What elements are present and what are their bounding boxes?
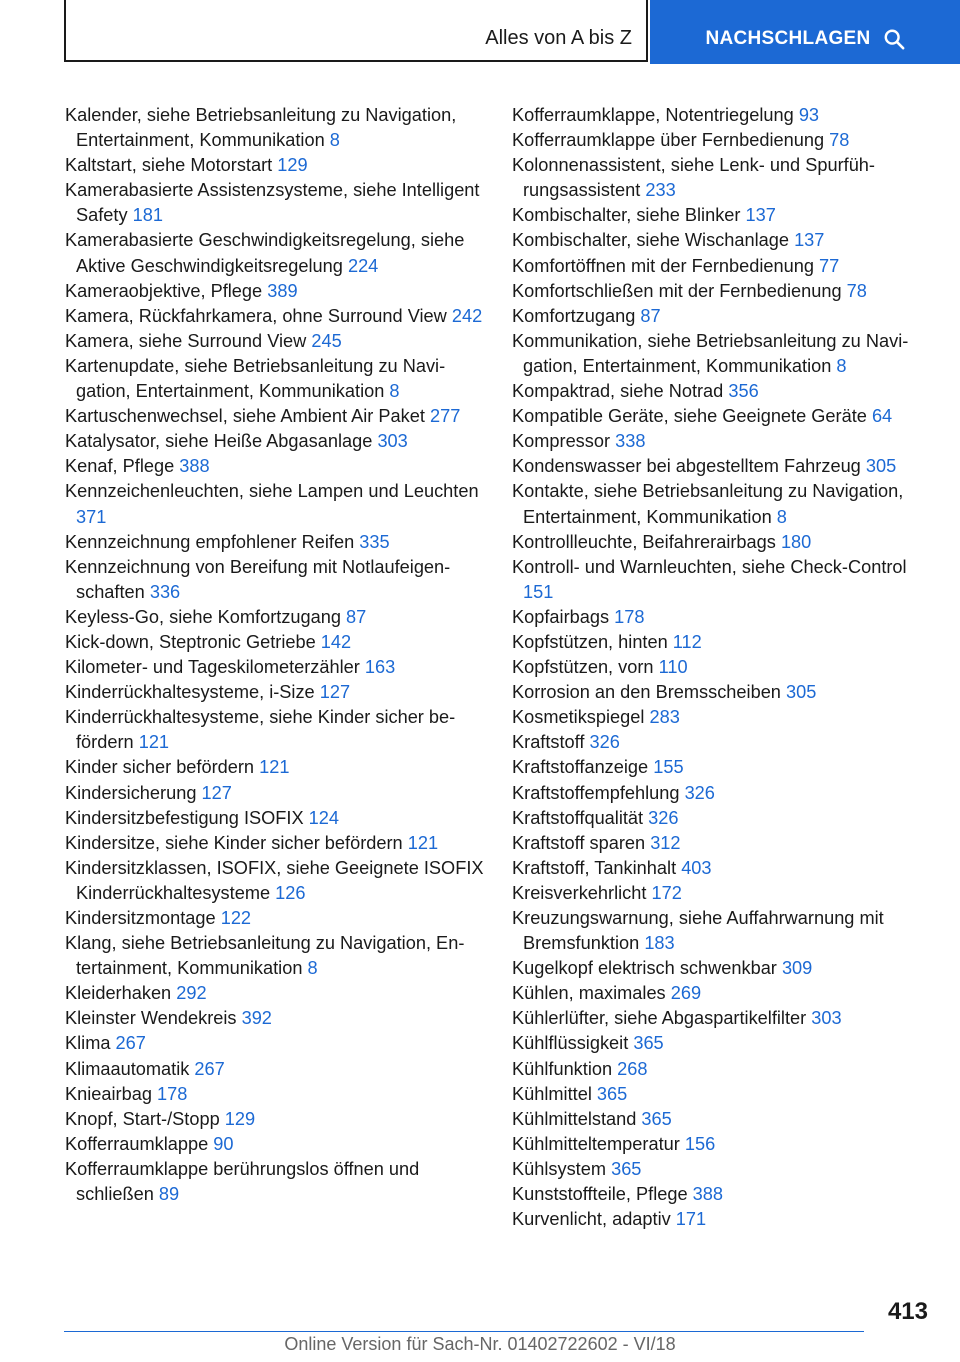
index-entry bbox=[65, 1082, 485, 1107]
index-entry bbox=[65, 153, 485, 178]
search-icon bbox=[883, 28, 905, 50]
index-entry-text: Kennzeichenleuchten, siehe Lampen und Leuchten bbox=[65, 481, 479, 502]
index-entry-page-link[interactable]: 110 bbox=[658, 657, 688, 678]
index-entry bbox=[65, 530, 485, 555]
index-entry-page-link[interactable]: 64 bbox=[871, 406, 893, 427]
index-entry bbox=[65, 1157, 485, 1207]
index-entry-text: Kreisverkehrlicht bbox=[512, 882, 647, 903]
index-entry-page-link[interactable]: 89 bbox=[158, 1184, 180, 1205]
index-entry-page-link[interactable]: 335 bbox=[359, 531, 390, 552]
index-entry-text: Knieairbag bbox=[65, 1083, 152, 1104]
index-entry-page-link[interactable]: 87 bbox=[640, 305, 661, 326]
index-entry bbox=[65, 781, 485, 806]
index-entry-page-link[interactable]: 156 bbox=[684, 1133, 716, 1154]
index-entry-page-link[interactable]: 78 bbox=[846, 280, 867, 301]
index-entry-page-link[interactable]: 183 bbox=[644, 933, 675, 954]
index-entry-page-link[interactable]: 365 bbox=[641, 1108, 672, 1129]
index-entry-page-link[interactable]: 78 bbox=[829, 130, 850, 151]
index-entry bbox=[65, 831, 485, 856]
index-entry bbox=[65, 1057, 485, 1082]
index-entry-page-link[interactable]: 245 bbox=[311, 330, 342, 351]
index-entry-page-link[interactable]: 8 bbox=[329, 130, 340, 151]
index-entry-page-link[interactable]: 392 bbox=[241, 1008, 272, 1029]
index-entry-text: Klang, siehe Betriebsanleitung zu Navigation, Entertainment, Kommunikation bbox=[65, 933, 465, 979]
index-entry bbox=[512, 705, 932, 730]
index-entry bbox=[65, 404, 485, 429]
index-entry bbox=[65, 856, 485, 906]
section-tab[interactable] bbox=[64, 0, 648, 62]
lookup-tab-label: NACHSCHLAGEN bbox=[705, 28, 871, 49]
index-entry-page-link[interactable]: 87 bbox=[346, 606, 367, 627]
index-entry-text: Kontrollleuchte, Beifahrerairbags bbox=[512, 531, 776, 552]
index-entry-text: Kompressor bbox=[512, 431, 611, 452]
index-entry bbox=[65, 605, 485, 630]
index-entry-page-link[interactable]: 129 bbox=[277, 155, 308, 176]
index-entry bbox=[512, 530, 932, 555]
index-entry-page-link[interactable]: 267 bbox=[115, 1033, 146, 1054]
index-entry bbox=[512, 279, 932, 304]
index-entry-text: Kofferraumklappe bbox=[65, 1133, 209, 1154]
index-entry bbox=[512, 203, 932, 228]
index-entry bbox=[65, 103, 485, 153]
index-entry bbox=[65, 479, 485, 529]
index-entry-page-link[interactable]: 126 bbox=[275, 882, 306, 903]
index-entry bbox=[512, 404, 932, 429]
index-entry-text: Kofferraumklappe, Notentriegelung bbox=[512, 105, 794, 125]
index-entry bbox=[65, 1031, 485, 1056]
index-entry-page-link[interactable]: 8 bbox=[389, 381, 400, 402]
index-entry bbox=[65, 354, 485, 404]
index-entry-text: Kindersitzklassen, ISOFIX, siehe Geeignete ISOFIX Kinderrückhaltesysteme bbox=[65, 857, 484, 903]
index-entry bbox=[65, 279, 485, 304]
index-entry bbox=[512, 981, 932, 1006]
index-entry-text: Kühlflüssigkeit bbox=[512, 1033, 629, 1054]
index-entry-page-link[interactable]: 171 bbox=[675, 1209, 707, 1230]
index-entry-page-link[interactable]: 8 bbox=[836, 355, 847, 376]
index-entry bbox=[512, 379, 932, 404]
index-entry bbox=[512, 228, 932, 253]
index-entry bbox=[512, 605, 932, 630]
index-entry-text: Kompaktrad, siehe Notrad bbox=[512, 381, 724, 402]
index-entry-page-link[interactable]: 388 bbox=[692, 1184, 724, 1205]
index-entry-page-link[interactable]: 269 bbox=[670, 983, 702, 1004]
index-entry-text: Kamera, siehe Surround View bbox=[65, 330, 307, 351]
index-entry bbox=[65, 630, 485, 655]
index-entry-text: Kennzeichnung von Bereifung mit Notlaufeigenschaften bbox=[65, 556, 451, 602]
index-entry-text: Kennzeichnung empfohlener Reifen bbox=[65, 531, 355, 552]
index-entry-page-link[interactable]: 121 bbox=[138, 732, 170, 753]
index-entry bbox=[512, 630, 932, 655]
index-entry bbox=[512, 755, 932, 780]
index-entry-page-link[interactable]: 356 bbox=[728, 381, 759, 402]
index-entry-page-link[interactable]: 8 bbox=[307, 958, 318, 979]
index-entry bbox=[512, 881, 932, 906]
index-entry-page-link[interactable]: 242 bbox=[451, 305, 483, 326]
index-entry-page-link[interactable]: 371 bbox=[76, 506, 107, 527]
index-entry bbox=[65, 178, 485, 228]
index-entry-text: Kühlsystem bbox=[512, 1158, 607, 1179]
index-entry bbox=[512, 655, 932, 680]
index-entry-page-link[interactable]: 338 bbox=[615, 431, 646, 452]
page-header bbox=[64, 0, 960, 64]
index-entry-page-link[interactable]: 178 bbox=[157, 1083, 188, 1104]
index-entry-page-link[interactable]: 283 bbox=[649, 707, 680, 728]
index-entry bbox=[512, 1057, 932, 1082]
index-entry-text: Kraftstoff bbox=[512, 732, 585, 753]
index-entry-page-link[interactable]: 172 bbox=[651, 882, 682, 903]
index-entry bbox=[512, 153, 932, 203]
index-entry-page-link[interactable]: 121 bbox=[407, 832, 439, 853]
index-entry-text: Kugelkopf elektrisch schwenkbar bbox=[512, 958, 777, 979]
index-entry-page-link[interactable]: 178 bbox=[614, 606, 645, 627]
index-entry-text: Kartenupdate, siehe Betriebsanleitung zu Navigation, Entertainment, Kommunikation bbox=[65, 355, 446, 402]
index-entry-page-link[interactable]: 292 bbox=[176, 983, 207, 1004]
index-entry-text: Klima bbox=[65, 1033, 111, 1054]
index-entry-text: Kühlen, maximales bbox=[512, 983, 666, 1004]
index-entry-text: Klimaautomatik bbox=[65, 1058, 190, 1079]
index-entry-text: Kombischalter, siehe Wischanlage bbox=[512, 230, 789, 251]
index-entry-text: Kopfairbags bbox=[512, 606, 610, 627]
index-entry-text: Kraftstoffqualität bbox=[512, 807, 644, 828]
index-entry bbox=[512, 680, 932, 705]
index-entry-text: Kleinster Wendekreis bbox=[65, 1008, 237, 1029]
index-entry-text: Kurvenlicht, adaptiv bbox=[512, 1209, 671, 1230]
index-entry bbox=[512, 1006, 932, 1031]
index-entry-page-link[interactable]: 112 bbox=[672, 631, 702, 652]
index-entry-page-link[interactable]: 224 bbox=[347, 255, 379, 276]
index-entry-page-link[interactable]: 326 bbox=[648, 807, 679, 828]
index-entry-page-link[interactable]: 163 bbox=[364, 657, 396, 678]
index-entry-text: Kraftstoffempfehlung bbox=[512, 782, 680, 803]
page-number: 413 bbox=[887, 1298, 928, 1325]
index-entry bbox=[512, 806, 932, 831]
index-entry-text: Kühlmittelstand bbox=[512, 1108, 637, 1129]
index-entry-text: Komfortzugang bbox=[512, 305, 636, 326]
index-entry-page-link[interactable]: 388 bbox=[179, 456, 210, 477]
index-entry-page-link[interactable]: 326 bbox=[589, 732, 620, 753]
index-entry-text: Kolonnenassistent, siehe Lenk- und Spurführungsassistent bbox=[512, 155, 875, 201]
index-entry bbox=[65, 454, 485, 479]
index-entry bbox=[512, 479, 932, 529]
index-entry-text: Kinder sicher befördern bbox=[65, 757, 255, 778]
index-entry bbox=[512, 103, 932, 128]
index-entry-text: Kindersicherung bbox=[65, 782, 197, 803]
index-entry-text: Kinderrückhaltesysteme, i-Size bbox=[65, 682, 315, 703]
footer-online-version: Online Version für Sach-Nr. 01402722602 - VI/18 bbox=[284, 1334, 676, 1354]
index-entry-page-link[interactable]: 137 bbox=[794, 230, 825, 251]
index-entry-text: Kleiderhaken bbox=[65, 983, 172, 1004]
index-entry bbox=[65, 680, 485, 705]
index-entry bbox=[512, 1182, 932, 1207]
index-entry bbox=[512, 1157, 932, 1182]
index-entry bbox=[512, 1082, 932, 1107]
index-entry-page-link[interactable]: 326 bbox=[684, 782, 715, 803]
index-entry-page-link[interactable]: 277 bbox=[429, 406, 461, 427]
index-entry-text: Kalender, siehe Betriebsanleitung zu Navigation, Entertainment, Kommunikation bbox=[65, 105, 457, 151]
index-entry-text: Kompatible Geräte, siehe Geeignete Geräte bbox=[512, 406, 867, 427]
index-entry bbox=[512, 956, 932, 981]
index-entry-text: Kontroll- und Warnleuchten, siehe Check-Control bbox=[512, 556, 907, 577]
index-entry-page-link[interactable]: 303 bbox=[377, 431, 408, 452]
index-entry-text: Keyless-Go, siehe Komfortzugang bbox=[65, 606, 341, 627]
index-entry-text: Kilometer- und Tageskilometerzähler bbox=[65, 657, 360, 678]
index-entry bbox=[65, 931, 485, 981]
index-entry bbox=[512, 454, 932, 479]
index-entry bbox=[512, 906, 932, 956]
index-entry-text: Katalysator, siehe Heiße Abgasanlage bbox=[65, 431, 373, 452]
index-entry bbox=[65, 906, 485, 931]
index-entry bbox=[512, 1132, 932, 1157]
index-entry bbox=[65, 1107, 485, 1132]
index-entry-page-link[interactable]: 365 bbox=[611, 1158, 642, 1179]
index-entry bbox=[65, 981, 485, 1006]
index-entry-text: Kühlerlüfter, siehe Abgaspartikelfilter bbox=[512, 1008, 807, 1029]
index-entry bbox=[512, 329, 932, 379]
index-entry-text: Kartuschenwechsel, siehe Ambient Air Paket bbox=[65, 406, 425, 427]
index-entry bbox=[512, 730, 932, 755]
index-entry-page-link[interactable]: 93 bbox=[798, 105, 820, 125]
index-entry bbox=[512, 831, 932, 856]
index-entry-page-link[interactable]: 181 bbox=[132, 205, 163, 226]
index-entry bbox=[512, 1107, 932, 1132]
index-entry-text: Kofferraumklappe berührungslos öffnen und schließen bbox=[65, 1158, 420, 1205]
index-entry-text: Kraftstoffanzeige bbox=[512, 757, 649, 778]
index-entry bbox=[65, 555, 485, 605]
index-entry-text: Komfortöffnen mit der Fernbedienung bbox=[512, 255, 814, 276]
index-entry-text: Kühlfunktion bbox=[512, 1058, 613, 1079]
index-entry-text: Kinderrückhaltesysteme, siehe Kinder sicher befördern bbox=[65, 707, 456, 753]
index-entry bbox=[65, 755, 485, 780]
index-entry bbox=[512, 429, 932, 454]
index-column-right bbox=[512, 103, 932, 1232]
index-entry bbox=[65, 329, 485, 354]
index-entry-page-link[interactable]: 122 bbox=[220, 908, 252, 928]
lookup-tab[interactable] bbox=[650, 0, 960, 64]
index-entry-text: Korrosion an den Bremsscheiben bbox=[512, 682, 781, 703]
index-entry-page-link[interactable]: 303 bbox=[811, 1008, 842, 1029]
index-entry bbox=[65, 705, 485, 755]
index-entry-page-link[interactable]: 155 bbox=[653, 757, 684, 778]
index-entry-text: Kosmetikspiegel bbox=[512, 707, 645, 728]
index-entry-text: Komfortschließen mit der Fernbedienung bbox=[512, 280, 842, 301]
index-entry bbox=[65, 1132, 485, 1157]
index-entry-page-link[interactable]: 365 bbox=[596, 1083, 628, 1104]
index-entry-text: Kombischalter, siehe Blinker bbox=[512, 205, 741, 226]
index-entry-page-link[interactable]: 309 bbox=[781, 958, 813, 979]
index-entry-text: Kühlmittel bbox=[512, 1083, 592, 1104]
index-entry-text: Kopfstützen, vorn bbox=[512, 657, 654, 678]
index-entry-page-link[interactable]: 129 bbox=[224, 1108, 256, 1129]
index-entry bbox=[512, 1207, 932, 1232]
index-entry-page-link[interactable]: 233 bbox=[645, 180, 676, 201]
index-entry-text: Kaltstart, siehe Motorstart bbox=[65, 155, 273, 176]
index-entry bbox=[65, 304, 485, 329]
index-entry bbox=[65, 228, 485, 278]
index-entry-text: Kindersitze, siehe Kinder sicher befördern bbox=[65, 832, 403, 853]
index-entry bbox=[512, 555, 932, 605]
index-entry-page-link[interactable]: 403 bbox=[681, 857, 712, 878]
index-entry-text: Kraftstoff sparen bbox=[512, 832, 646, 853]
index-entry bbox=[512, 304, 932, 329]
index-entry bbox=[512, 1031, 932, 1056]
index-entry-text: Kamera, Rückfahrkamera, ohne Surround View bbox=[65, 305, 447, 326]
index-entry-page-link[interactable]: 305 bbox=[865, 456, 897, 477]
index-entry-text: Kunststoffteile, Pflege bbox=[512, 1184, 688, 1205]
index-entry bbox=[65, 429, 485, 454]
index-entry-page-link[interactable]: 268 bbox=[617, 1058, 648, 1079]
index-entry-page-link[interactable]: 8 bbox=[776, 506, 787, 527]
index-entry-text: Kofferraumklappe über Fernbedienung bbox=[512, 130, 825, 151]
index-entry bbox=[65, 806, 485, 831]
index-entry-text: Kommunikation, siehe Betriebsanleitung zu Navigation, Entertainment, Kommunikation bbox=[512, 330, 909, 376]
index-entry-text: Kameraobjektive, Pflege bbox=[65, 280, 263, 301]
index-column-left bbox=[65, 103, 485, 1207]
index-entry-page-link[interactable]: 312 bbox=[650, 832, 681, 853]
index-entry-page-link[interactable]: 121 bbox=[259, 757, 290, 778]
index-entry-text: Kindersitzbefestigung ISOFIX bbox=[65, 807, 304, 828]
index-entry-page-link[interactable]: 124 bbox=[308, 807, 339, 828]
index-entry-page-link[interactable]: 151 bbox=[523, 581, 554, 602]
index-entry-page-link[interactable]: 305 bbox=[786, 682, 817, 703]
index-entry-text: Kondenswasser bei abgestelltem Fahrzeug bbox=[512, 456, 861, 477]
index-entry-page-link[interactable]: 90 bbox=[213, 1133, 234, 1154]
index-entry-text: Kamerabasierte Assistenzsysteme, siehe Intelligent Safety bbox=[65, 180, 480, 226]
index-entry bbox=[512, 856, 932, 881]
index-entry-page-link[interactable]: 365 bbox=[633, 1033, 664, 1054]
index-entry-page-link[interactable]: 127 bbox=[201, 782, 232, 803]
index-entry-text: Kopfstützen, hinten bbox=[512, 631, 668, 652]
index-entry-text: Knopf, Start-/Stopp bbox=[65, 1108, 220, 1129]
index-entry bbox=[512, 254, 932, 279]
index-entry-text: Kraftstoff, Tankinhalt bbox=[512, 857, 677, 878]
index-entry-text: Kühlmitteltemperatur bbox=[512, 1133, 680, 1154]
index-entry-text: Kamerabasierte Geschwindigkeitsregelung, siehe Aktive Geschwindigkeitsregelung bbox=[65, 230, 465, 276]
footer-divider bbox=[64, 1331, 864, 1332]
index-entry-text: Kick-down, Steptronic Getriebe bbox=[65, 631, 316, 652]
section-tab-label: Alles von A bis Z bbox=[485, 27, 632, 49]
index-entry-text: Kenaf, Pflege bbox=[65, 456, 175, 477]
index-entry bbox=[512, 128, 932, 153]
index-entry-page-link[interactable]: 77 bbox=[819, 255, 840, 276]
index-entry-page-link[interactable]: 336 bbox=[149, 581, 181, 602]
index-entry-text: Kreuzungswarnung, siehe Auffahrwarnung mit Bremsfunktion bbox=[512, 908, 884, 954]
index-entry-page-link[interactable]: 137 bbox=[745, 205, 776, 226]
index-entry-text: Kontakte, siehe Betriebsanleitung zu Navigation, Entertainment, Kommunikation bbox=[512, 481, 904, 527]
index-entry-page-link[interactable]: 142 bbox=[320, 631, 352, 652]
index-entry-page-link[interactable]: 127 bbox=[319, 682, 351, 703]
index-entry-text: Kindersitzmontage bbox=[65, 908, 216, 928]
index-entry-page-link[interactable]: 180 bbox=[780, 531, 812, 552]
index-entry bbox=[65, 1006, 485, 1031]
index-entry-page-link[interactable]: 389 bbox=[267, 280, 298, 301]
index-entry-page-link[interactable]: 267 bbox=[194, 1058, 225, 1079]
index-entry bbox=[512, 781, 932, 806]
index-entry bbox=[65, 655, 485, 680]
